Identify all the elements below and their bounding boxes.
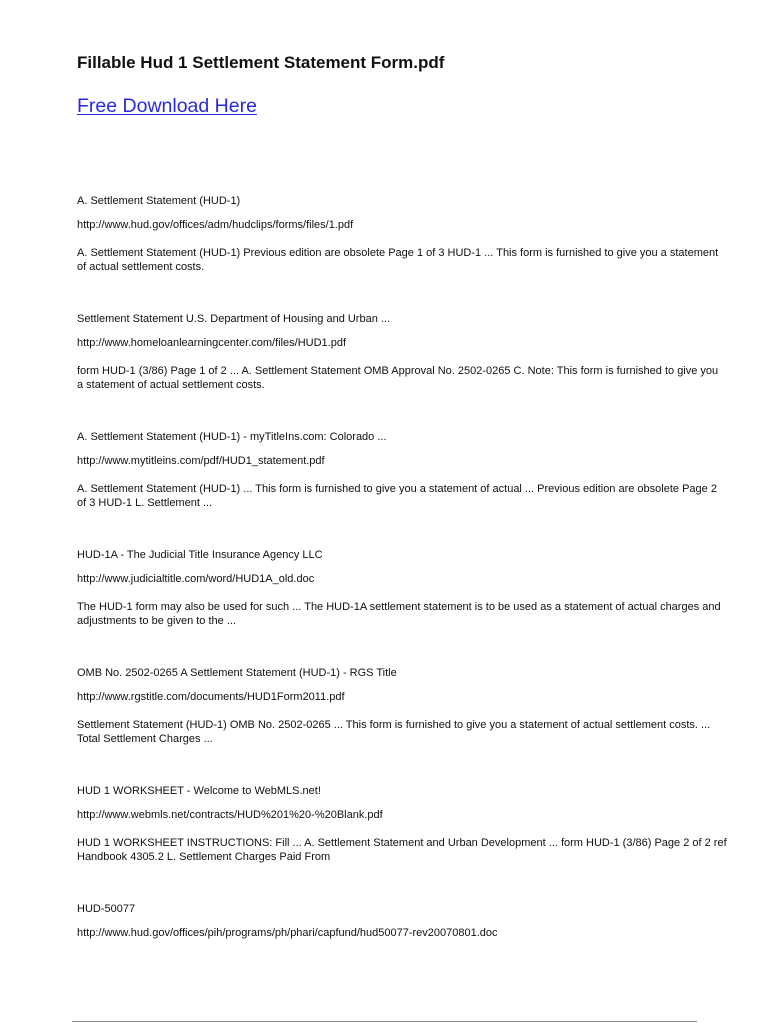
entry-url[interactable]: http://www.rgstitle.com/documents/HUD1Form2011.pdf: [77, 691, 345, 703]
document-title: Fillable Hud 1 Settlement Statement Form.pdf: [77, 53, 445, 72]
entry-url[interactable]: http://www.judicialtitle.com/word/HUD1A_old.doc: [77, 573, 315, 585]
list-item: [77, 902, 732, 940]
entry-snippet: HUD 1 WORKSHEET INSTRUCTIONS: Fill ... A. Settlement Statement and Urban Development ... form HUD-1 (3/86) Page 2 of 2 ref Handbook 4305.2 L. Settlement Charges Paid From: [77, 837, 727, 863]
entry-snippet: form HUD-1 (3/86) Page 1 of 2 ... A. Settlement Statement OMB Approval No. 2502-0265 C. Note: This form is furnished to give you a statement of actual settlement costs.: [77, 365, 719, 391]
entry-url[interactable]: http://www.homeloanlearningcenter.com/files/HUD1.pdf: [77, 337, 347, 349]
footer-divider: [72, 1021, 697, 1022]
list-item: [77, 430, 732, 510]
entry-title: A. Settlement Statement (HUD-1) - myTitleIns.com: Colorado ...: [77, 431, 387, 443]
list-item: [77, 312, 732, 392]
document-page: [77, 52, 732, 978]
entry-title: A. Settlement Statement (HUD-1): [77, 195, 241, 207]
entry-url[interactable]: http://www.hud.gov/offices/pih/programs/ph/phari/capfund/hud50077-rev20070801.doc: [77, 927, 498, 939]
entry-url[interactable]: http://www.webmls.net/contracts/HUD%201%20-%20Blank.pdf: [77, 809, 383, 821]
entry-url[interactable]: http://www.mytitleins.com/pdf/HUD1_statement.pdf: [77, 455, 325, 467]
entry-title: OMB No. 2502-0265 A Settlement Statement (HUD-1) - RGS Title: [77, 667, 397, 679]
entry-title: Settlement Statement U.S. Department of Housing and Urban ...: [77, 313, 391, 325]
list-item: [77, 548, 732, 628]
entry-snippet: A. Settlement Statement (HUD-1) ... This form is furnished to give you a statement of actual ... Previous edition are obsolete Page 2 of 3 HUD-1 L. Settlement ...: [77, 483, 717, 509]
list-item: [77, 784, 732, 864]
entry-title: HUD 1 WORKSHEET - Welcome to WebMLS.net!: [77, 785, 321, 797]
entry-url[interactable]: http://www.hud.gov/offices/adm/hudclips/forms/files/1.pdf: [77, 219, 354, 231]
entry-title: HUD-50077: [77, 903, 136, 915]
free-download-link[interactable]: Free Download Here: [77, 95, 257, 117]
entry-snippet: A. Settlement Statement (HUD-1) Previous edition are obsolete Page 1 of 3 HUD-1 ... This form is furnished to give you a statement of actual settlement costs.: [77, 247, 719, 273]
list-item: [77, 666, 732, 746]
entry-snippet: The HUD-1 form may also be used for such ... The HUD-1A settlement statement is to be used as a statement of actual charges and adjustments to be given to the ...: [77, 601, 721, 627]
entry-title: HUD-1A - The Judicial Title Insurance Agency LLC: [77, 549, 323, 561]
entry-snippet: Settlement Statement (HUD-1) OMB No. 2502-0265 ... This form is furnished to give you a statement of actual settlement costs. ... Total Settlement Charges ...: [77, 719, 711, 745]
results-list: [77, 194, 732, 940]
list-item: [77, 194, 732, 274]
